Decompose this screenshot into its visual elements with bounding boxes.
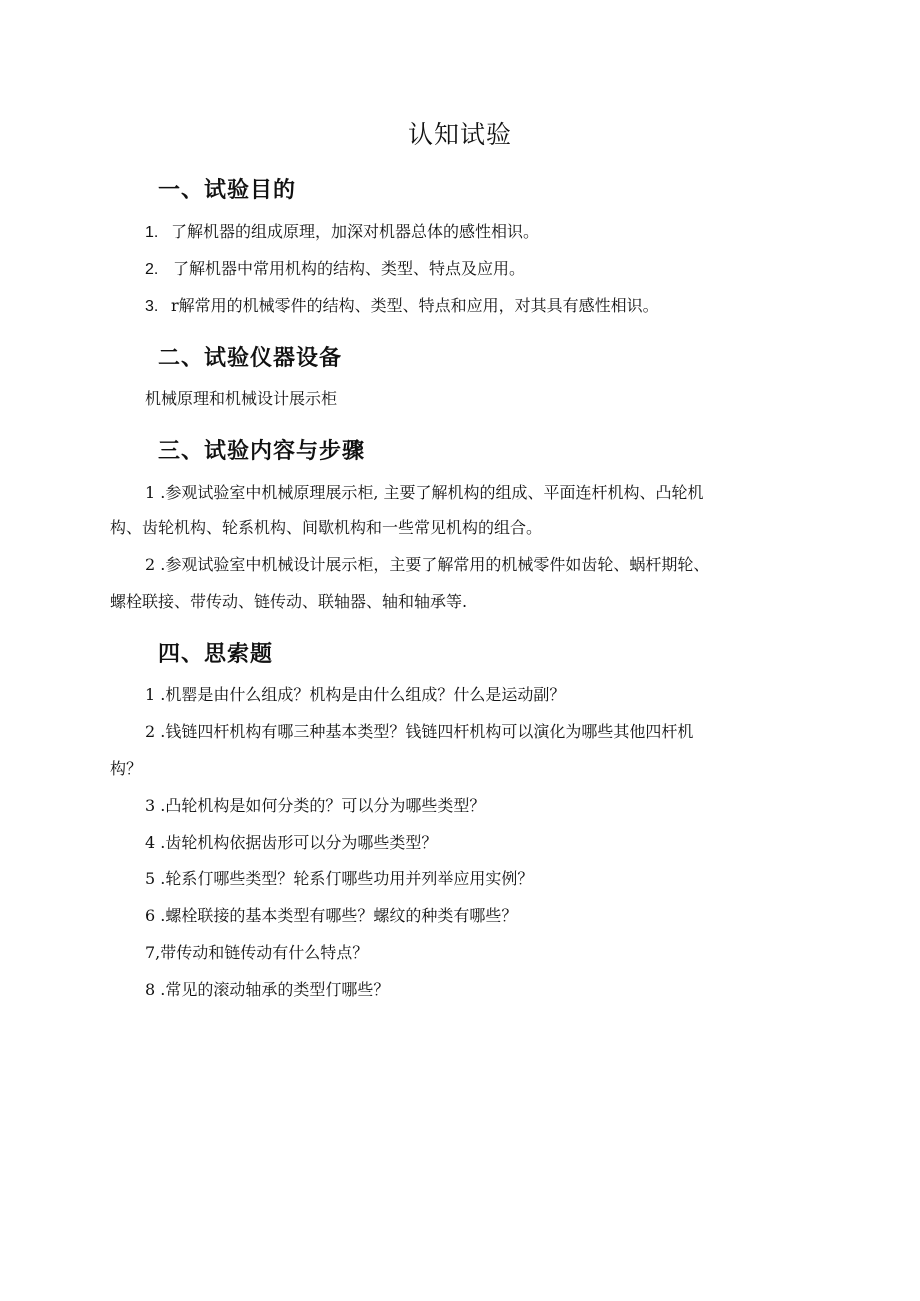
purpose-item-1 [145,220,539,245]
question-3: 3 .凸轮机构是如何分类的？可以分为哪些类型？ [145,796,486,815]
item-text: 了解机器中常用机构的结构、类型、特点及应用。 [173,259,526,278]
step-2-line-2: 螺栓联接、带传动、链传动、联轴器、轴和轴承等. [110,592,468,611]
section-heading-equipment: 二、试验仪器设备 [158,346,343,371]
page-title: 认知试验 [407,120,512,149]
section-heading-purpose: 一、试验目的 [158,178,297,203]
item-number: 2. [145,261,159,278]
question-8: 8 .常见的滚动轴承的类型仃哪些？ [145,980,390,999]
section-heading-steps: 三、试验内容与步骤 [158,439,366,464]
question-5: 5 .轮系仃哪些类型？轮系仃哪些功用并列举应用实例？ [145,869,534,888]
step-2-line-1: 2 .参观试验室中机械设计展示柜，主要了解常用的机械零件如齿轮、蜗杆期轮、 [145,555,710,574]
question-4: 4 .齿轮机构依据齿形可以分为哪些类型？ [145,833,438,852]
question-2-line-1: 2 .钱链四杆机构有哪三种基本类型？钱链四杆机构可以演化为哪些其他四杆机 [145,722,694,741]
question-7: 7,带传动和链传动有什么特点？ [145,943,369,962]
equipment-text: 机械原理和机械设计展示柜 [145,389,338,408]
item-number: 3. [145,298,159,315]
step-1-line-2: 构、齿轮机构、轮系机构、间歇机构和一些常见机构的组合。 [110,518,543,537]
item-text: r解常用的机械零件的结构、类型、特点和应用，对其具有感性相识。 [171,296,659,315]
purpose-item-3 [145,294,659,319]
question-1: 1 .机罂是由什么组成？机构是由什么组成？什么是运动副？ [145,685,566,704]
purpose-item-2 [145,257,525,282]
item-text: 了解机器的组成原理，加深对机器总体的感性相识。 [171,222,540,241]
item-number: 1. [145,224,159,241]
step-1-line-1: 1 .参观试验室中机械原理展示柜, 主要了解机构的组成、平面连杆机构、凸轮机 [145,483,704,502]
section-heading-questions: 四、思索题 [158,642,274,667]
question-6: 6 .螺栓联接的基本类型有哪些？螺纹的种类有哪些？ [145,906,518,925]
question-2-line-2: 构？ [110,759,143,778]
